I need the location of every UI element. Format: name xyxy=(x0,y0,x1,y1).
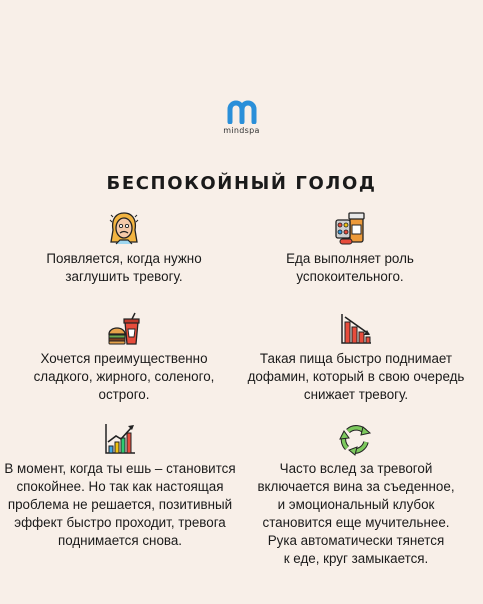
item-6-text xyxy=(236,460,476,568)
item-5 xyxy=(0,422,240,550)
item-3-line-1: Хочется преимущественно xyxy=(40,351,208,366)
item-6-line-3: и эмоциональный клубок xyxy=(277,497,435,512)
growth-chart-icon xyxy=(103,422,137,456)
item-1-line-2: заглушить тревогу. xyxy=(65,269,183,284)
item-6-line-6: к еде, круг замыкается. xyxy=(283,551,429,566)
item-2-line-1: Еда выполняет роль xyxy=(286,251,414,266)
item-4-line-1: Такая пища быстро поднимает xyxy=(259,351,453,366)
item-6-line-4: становится еще мучительнее. xyxy=(262,515,450,530)
item-1-text xyxy=(4,250,244,286)
item-4 xyxy=(236,312,476,404)
item-6 xyxy=(236,422,476,568)
mindspa-logo-icon xyxy=(227,100,257,124)
item-5-line-1: В момент, когда ты ешь – становится xyxy=(4,461,236,476)
item-1-line-1: Появляется, когда нужно xyxy=(46,251,202,266)
item-6-line-1: Часто вслед за тревогой xyxy=(279,461,433,476)
declining-chart-icon xyxy=(339,312,373,346)
brand-logo xyxy=(0,100,483,135)
item-3-line-3: острого. xyxy=(98,387,150,402)
item-3-line-2: сладкого, жирного, соленого, xyxy=(33,369,215,384)
recycle-arrows-icon xyxy=(339,422,373,456)
anxious-face-icon xyxy=(109,210,139,246)
item-3-text xyxy=(4,350,244,404)
item-4-line-2: дофамин, который в свою очередь xyxy=(247,369,465,384)
item-5-line-4: эффект быстро проходит, тревога xyxy=(14,515,226,530)
item-4-text xyxy=(236,350,476,404)
fast-food-icon xyxy=(107,312,141,346)
item-2-line-2: успокоительного. xyxy=(296,269,404,284)
item-5-line-3: проблема не решается, позитивный xyxy=(7,497,233,512)
item-2 xyxy=(230,210,470,286)
item-6-line-2: включается вина за съеденное, xyxy=(257,479,455,494)
item-2-text xyxy=(230,250,470,286)
item-5-text xyxy=(0,460,240,550)
pills-bottle-icon xyxy=(334,210,366,246)
item-6-line-5: Рука автоматически тянется xyxy=(267,533,445,548)
page-title: БЕСПОКОЙНЫЙ ГОЛОД xyxy=(106,173,377,194)
brand-name: mindspa xyxy=(223,126,260,135)
item-1 xyxy=(4,210,244,286)
item-3 xyxy=(4,312,244,404)
item-4-line-3: снижает тревогу. xyxy=(303,387,409,402)
item-5-line-5: поднимается снова. xyxy=(57,533,183,548)
item-5-line-2: спокойнее. Но так как настоящая xyxy=(16,479,224,494)
